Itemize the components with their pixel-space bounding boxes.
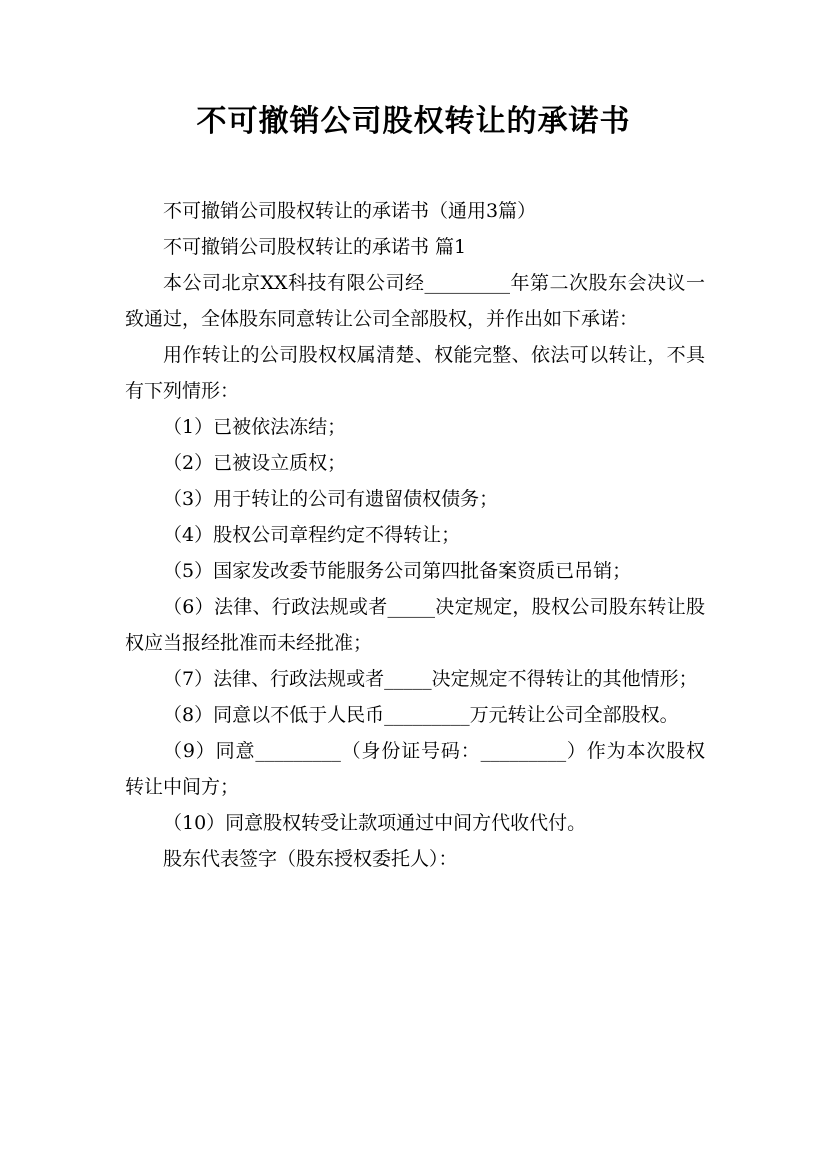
paragraph-item-4: （4）股权公司章程约定不得转让； — [163, 524, 461, 546]
paragraph-item-8: （8）同意以不低于人民币_________万元转让公司全部股权。 — [163, 704, 679, 726]
paragraph-item-1: （1）已被依法冻结； — [163, 416, 347, 438]
paragraph-signature: 股东代表签字（股东授权委托人）： — [163, 848, 458, 870]
document-body — [125, 193, 705, 877]
paragraph-item-3: （3）用于转让的公司有遗留债权债务； — [163, 488, 499, 510]
document-title: 不可撤销公司股权转让的承诺书 — [196, 104, 631, 139]
paragraph-item-2: （2）已被设立质权； — [163, 452, 347, 474]
paragraph-conditions: 用作转让的公司股权权属清楚、权能完整、依法可以转让，不具有下列情形： — [125, 344, 705, 402]
paragraph-section-title: 不可撤销公司股权转让的承诺书 篇1 — [163, 236, 467, 258]
paragraph-intro: 本公司北京XX科技有限公司经_________年第二次股东会决议一致通过，全体股东同意转让公司全部股权，并作出如下承诺： — [125, 272, 705, 330]
paragraph-item-5: （5）国家发改委节能服务公司第四批备案资质已吊销； — [163, 560, 632, 582]
paragraph-item-6: （6）法律、行政法规或者_____决定规定，股权公司股东转让股权应当报经批准而未经批准； — [125, 596, 705, 654]
paragraph-item-7: （7）法律、行政法规或者_____决定规定不得转让的其他情形； — [163, 668, 698, 690]
paragraph-item-10: （10）同意股权转受让款项通过中间方代收代付。 — [163, 812, 587, 834]
paragraph-item-9: （9）同意_________（身份证号码：_________）作为本次股权转让中间方； — [125, 740, 705, 798]
paragraph-heading: 不可撤销公司股权转让的承诺书（通用3篇） — [163, 200, 537, 222]
